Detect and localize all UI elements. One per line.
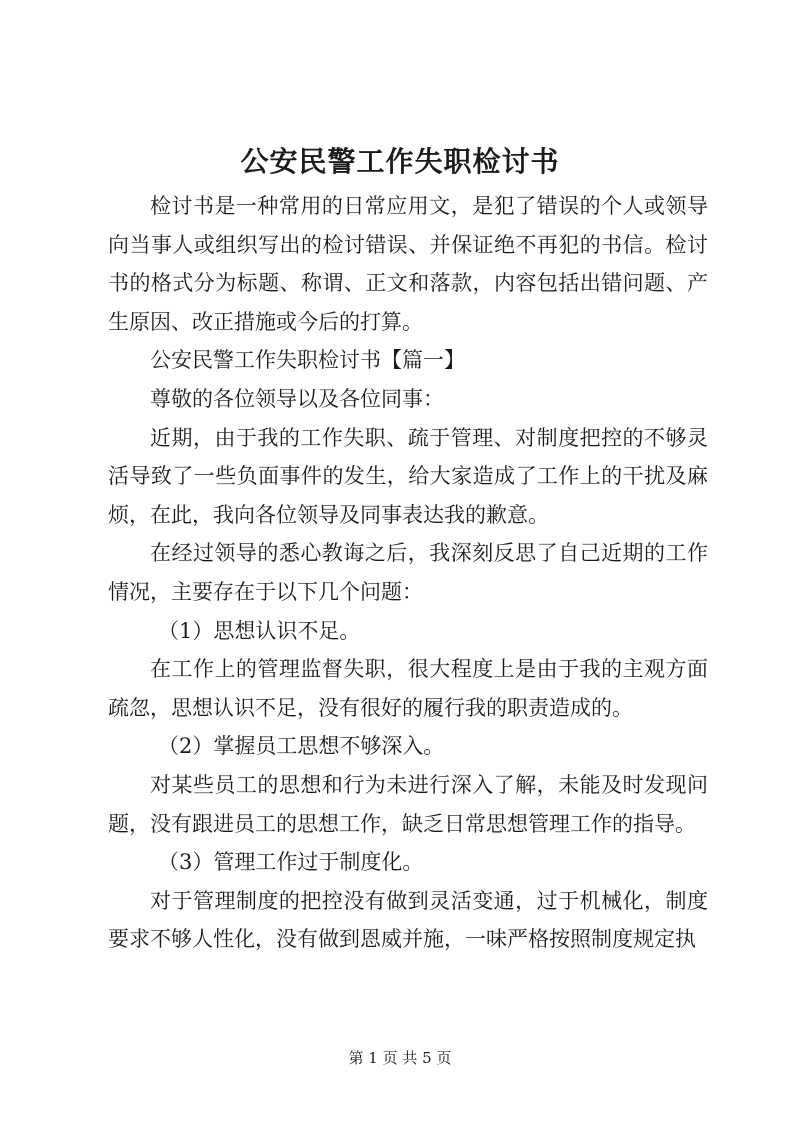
paragraph-item-heading-2: （2）掌握员工思想不够深入。 [158, 734, 445, 759]
paragraph-item-heading-1: （1）思想认识不足。 [158, 618, 361, 643]
paragraph-section-heading: 公安民警工作失职检讨书【篇一】 [150, 348, 465, 373]
paragraph-apology: 近期，由于我的工作失职、疏于管理、对制度把控的不够灵活导致了一些负面事件的发生，给大家造成了工作上的干扰及麻烦，在此，我向各位领导及同事表达我的歉意。 [108, 425, 708, 527]
paragraph-salutation: 尊敬的各位领导以及各位同事： [150, 386, 444, 411]
paragraph-intro: 检讨书是一种常用的日常应用文，是犯了错误的个人或领导向当事人或组织写出的检讨错误、并保证绝不再犯的书信。检讨书的格式分为标题、称谓、正文和落款，内容包括出错问题、产生原因、改正措施或今后的打算。 [108, 194, 708, 334]
paragraph-item-body-3: 对于管理制度的把控没有做到灵活变通，过于机械化，制度要求不够人性化，没有做到恩威并施，一味严格按照制度规定执 [108, 888, 708, 952]
paragraph-item-heading-3: （3）管理工作过于制度化。 [158, 850, 424, 875]
paragraph-reflection: 在经过领导的悉心教诲之后，我深刻反思了自己近期的工作情况，主要存在于以下几个问题： [108, 541, 708, 604]
page-title: 公安民警工作失职检讨书 [240, 145, 560, 178]
paragraph-item-body-2: 对某些员工的思想和行为未进行深入了解，未能及时发现问题，没有跟进员工的思想工作，缺乏日常思想管理工作的指导。 [108, 772, 708, 836]
paragraph-item-body-1: 在工作上的管理监督失职，很大程度上是由于我的主观方面疏忽，思想认识不足，没有很好的履行我的职责造成的。 [108, 657, 708, 720]
document-body [108, 187, 708, 959]
page-number-footer: 第 1 页 共 5 页 [348, 1049, 452, 1067]
